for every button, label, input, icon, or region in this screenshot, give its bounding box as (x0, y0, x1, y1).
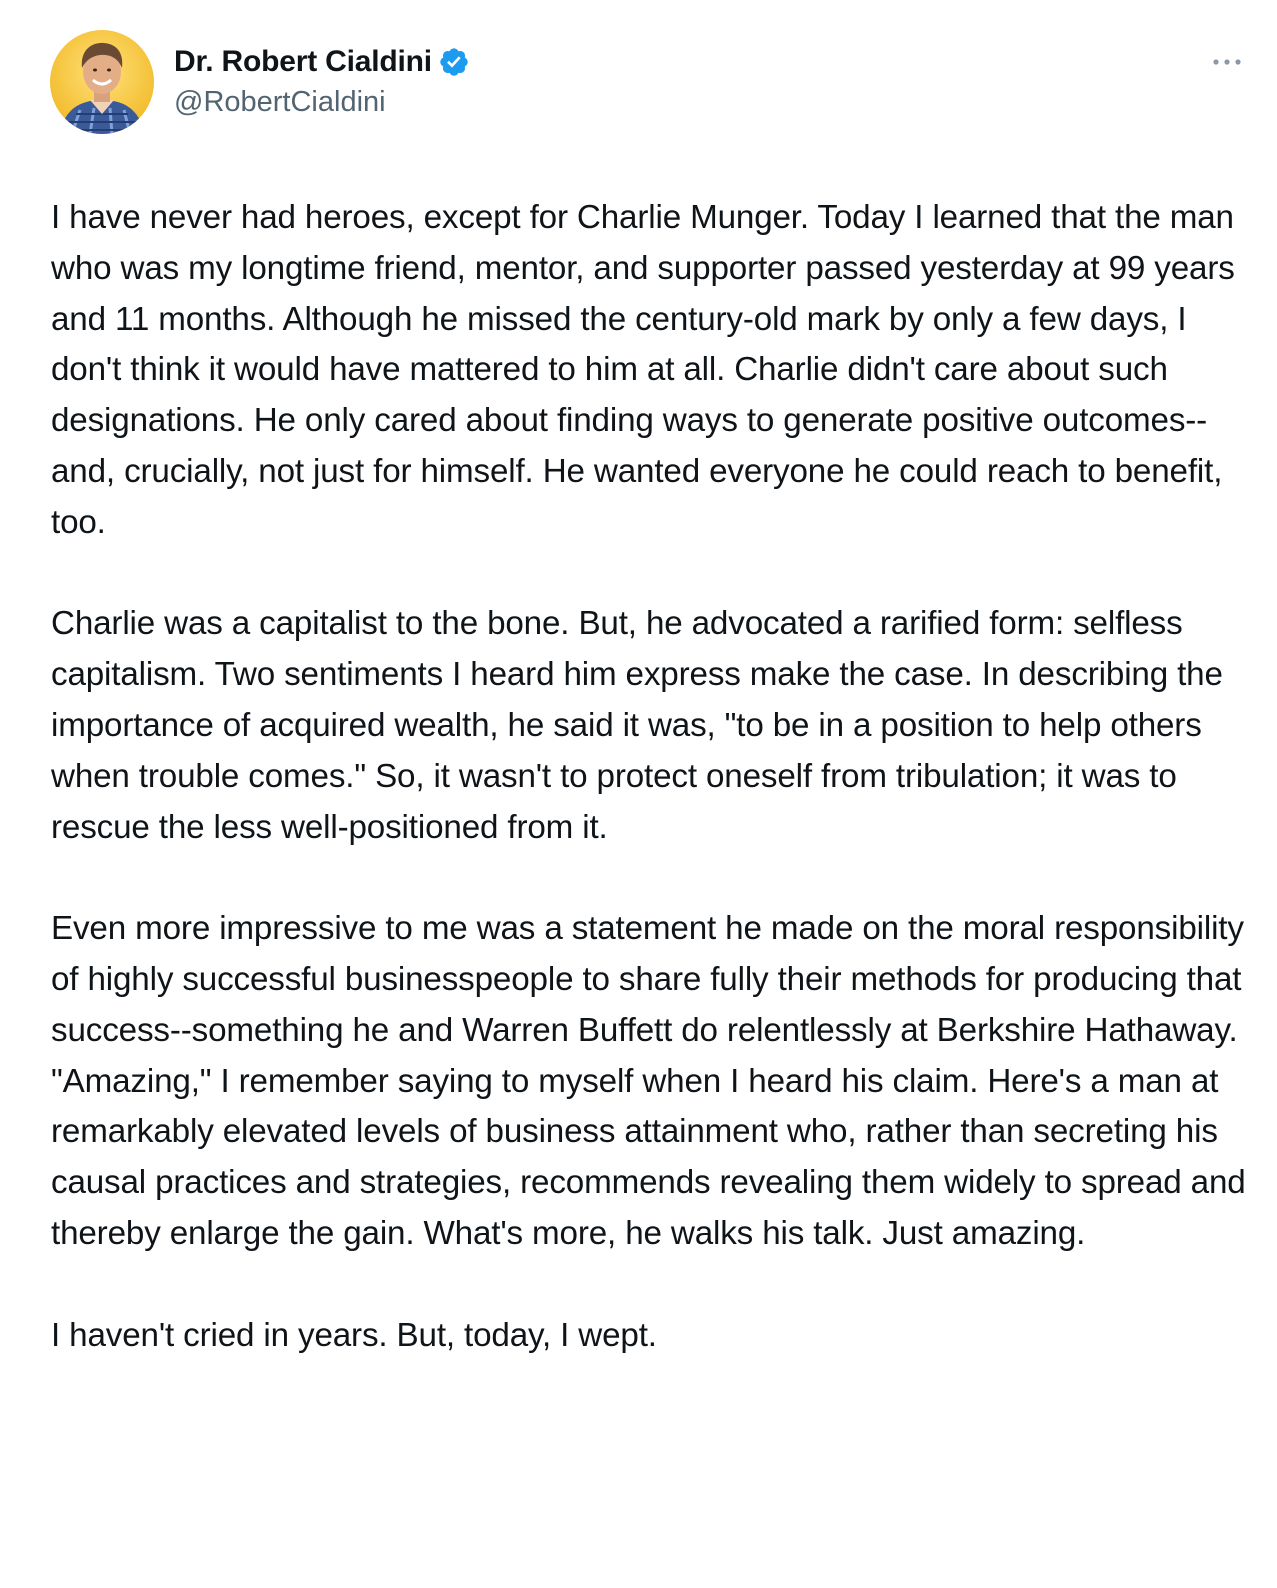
more-options-button[interactable] (1209, 50, 1245, 74)
avatar-photo-icon (50, 30, 154, 134)
verified-badge-icon[interactable] (438, 46, 470, 78)
display-name[interactable]: Dr. Robert Cialdini (174, 45, 432, 78)
author-names (174, 42, 470, 119)
author-handle[interactable]: @RobertCialdini (174, 86, 386, 118)
tweet-paragraph-1: I have never had heroes, except for Charlie Munger. Today I learned that the man who was my longtime friend, mentor, and supporter passed yesterday at 99 years and 11 months. Although he missed the century-old mark by only a few days, I don't think it would have mattered to him at all. Charlie didn't care about such designations. He only cared about finding ways to generate positive outcomes--and, crucially, not just for himself. He wanted everyone he could reach to benefit, too. (51, 199, 1235, 541)
more-options-icon (1209, 50, 1245, 74)
avatar[interactable] (50, 30, 154, 134)
tweet-paragraph-3: Even more impressive to me was a statement he made on the moral responsibility of highly successful businesspeople to share fully their methods for producing that success--something he and Warren Buffett do relentlessly at Berkshire Hathaway. "Amazing," I remember saying to myself when I heard his claim. Here's a man at remarkably elevated levels of business attainment who, rather than secreting his causal practices and strategies, recommends revealing them widely to spread and thereby enlarge the gain. What's more, he walks his talk. Just amazing. (51, 910, 1246, 1252)
tweet-paragraph-4: I haven't cried in years. But, today, I wept. (51, 1316, 657, 1354)
name-row (174, 42, 470, 82)
tweet-text (51, 193, 1251, 1361)
tweet-paragraph-2: Charlie was a capitalist to the bone. But, he advocated a rarified form: selfless capitalism. Two sentiments I heard him express make the case. In describing the importance of acquired wealth, he said it was, "to be in a position to help others when trouble comes." So, it wasn't to protect oneself from tribulation; it was to rescue the less well-positioned from it. (51, 605, 1223, 846)
tweet-header (50, 30, 1249, 134)
